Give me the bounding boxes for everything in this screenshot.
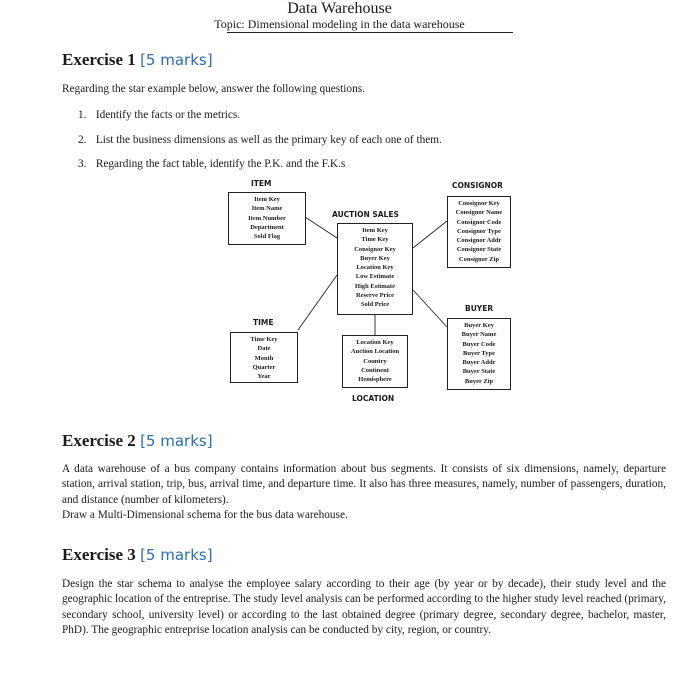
item-attribute: Department	[250, 223, 284, 231]
fact-attribute: Location Key	[356, 264, 394, 272]
location-attribute: Auction Location	[350, 348, 400, 356]
auction-sales-fact-label: AUCTION SALES	[332, 210, 399, 219]
exercise-1-intro: Regarding the star example below, answer the following questions.	[62, 83, 365, 95]
question-2-text: List the business dimensions as well as the primary key of each one of them.	[95, 134, 442, 146]
exercise-3-heading	[62, 545, 213, 565]
exercise-2-marks: [5 marks]	[140, 432, 213, 450]
exercise-2-paragraph: A data warehouse of a bus company contains information about bus segments. It consists of six dimensions, namely, departure station, arrival station, trip, bus, arrival time, and departure time. It also has three measures, namely, number of passengers, duration, and distance (number of kilometers).	[62, 463, 666, 506]
question-2	[78, 133, 442, 147]
question-2-number: 2.	[78, 134, 87, 146]
exercise-2-title: Exercise 2	[62, 431, 136, 450]
consignor-attribute: Consignor Addr	[456, 237, 502, 245]
connector-time-fact	[298, 275, 337, 330]
buyer-dimension-box	[447, 318, 511, 390]
fact-attribute: Low Estimate	[355, 273, 395, 281]
exercise-1-heading	[62, 50, 213, 70]
buyer-attribute: Buyer Key	[464, 322, 494, 329]
buyer-dimension-label: BUYER	[465, 304, 494, 313]
exercise-1-title: Exercise 1	[62, 50, 136, 69]
location-dimension-box	[342, 335, 408, 388]
buyer-attribute: Buyer Zip	[464, 377, 494, 385]
time-attribute: Year	[257, 373, 271, 381]
item-attribute: Sold Flag	[253, 233, 281, 241]
fact-attribute: Reserve Price	[355, 292, 395, 300]
item-attribute: Item Key	[254, 196, 280, 203]
auction-sales-fact-box	[337, 223, 413, 315]
exercise-3-body: Design the star schema to analyse the employee salary according to their age (by year or by decade), their study level and the geographic location of the entreprise. The study level analysis can be performed according to the higher study level reached (primary, secondary school, university level) or according to the last obtained degree (primary degree, secondary degree, bachelor, master, PhD). The geographic entreprise location analysis can be conducted by city, region, or country.	[62, 578, 666, 636]
connector-item-fact	[305, 217, 337, 238]
buyer-attribute: Buyer Type	[463, 349, 495, 357]
time-attribute: Month	[254, 354, 274, 362]
exercise-3-title: Exercise 3	[62, 545, 136, 564]
location-attribute: Country	[363, 357, 387, 365]
star-schema-diagram	[220, 175, 520, 410]
time-attribute: Quarter	[252, 363, 276, 371]
time-dimension-label: TIME	[253, 318, 274, 327]
connector-consignor-fact	[413, 221, 447, 248]
question-3	[78, 157, 345, 171]
fact-attribute: Item Key	[362, 227, 388, 234]
consignor-attribute: Consignor Type	[457, 227, 501, 235]
consignor-dimension-label: CONSIGNOR	[452, 181, 503, 190]
consignor-attribute: Consignor Key	[458, 200, 500, 207]
fact-attribute: Consignor Key	[354, 245, 396, 253]
exercise-2-instruction: Draw a Multi-Dimensional schema for the bus data warehouse.	[62, 508, 348, 521]
location-attribute: Location Key	[356, 339, 394, 346]
question-1	[78, 108, 240, 122]
header-divider	[227, 32, 513, 33]
consignor-attribute: Consignor Name	[455, 209, 503, 217]
connector-buyer-fact	[413, 290, 447, 327]
consignor-attribute: Consignor Zip	[458, 255, 500, 263]
item-dimension-label: ITEM	[251, 179, 272, 188]
time-attribute: Date	[257, 345, 271, 353]
item-dimension-box	[228, 192, 306, 245]
question-3-number: 3.	[78, 158, 87, 170]
exercise-2-body	[62, 462, 666, 523]
exercise-1-marks: [5 marks]	[140, 51, 213, 69]
time-dimension-box	[230, 332, 298, 383]
consignor-attribute: Consignor State	[456, 246, 502, 254]
exercise-3-marks: [5 marks]	[140, 546, 213, 564]
location-attribute: Continent	[361, 366, 389, 374]
question-3-text: Regarding the fact table, identify the P.K. and the F.K.s	[95, 158, 346, 170]
item-attribute: Item Number	[248, 214, 286, 222]
location-dimension-label: LOCATION	[352, 394, 395, 403]
time-attribute: Time Key	[250, 336, 278, 343]
fact-attribute: Buyer Key	[360, 254, 390, 262]
question-1-number: 1.	[78, 109, 87, 121]
buyer-attribute: Buyer Name	[461, 331, 497, 339]
question-1-text: Identify the facts or the metrics.	[95, 109, 241, 121]
document-topic: Topic: Dimensional modeling in the data warehouse	[214, 17, 465, 31]
consignor-attribute: Consignor Code	[456, 218, 502, 226]
exercise-2-heading	[62, 431, 213, 451]
location-attribute: Hemisphere	[358, 376, 392, 384]
fact-attribute: Time Key	[361, 236, 389, 244]
buyer-attribute: Buyer State	[462, 368, 496, 376]
consignor-dimension-box	[447, 196, 511, 268]
fact-attribute: Sold Price	[360, 301, 390, 309]
fact-attribute: High Estimate	[355, 282, 395, 290]
item-attribute: Item Name	[251, 205, 283, 213]
buyer-attribute: Buyer Addr	[462, 359, 496, 367]
buyer-attribute: Buyer Code	[462, 340, 496, 348]
document-title: Data Warehouse	[287, 0, 392, 17]
